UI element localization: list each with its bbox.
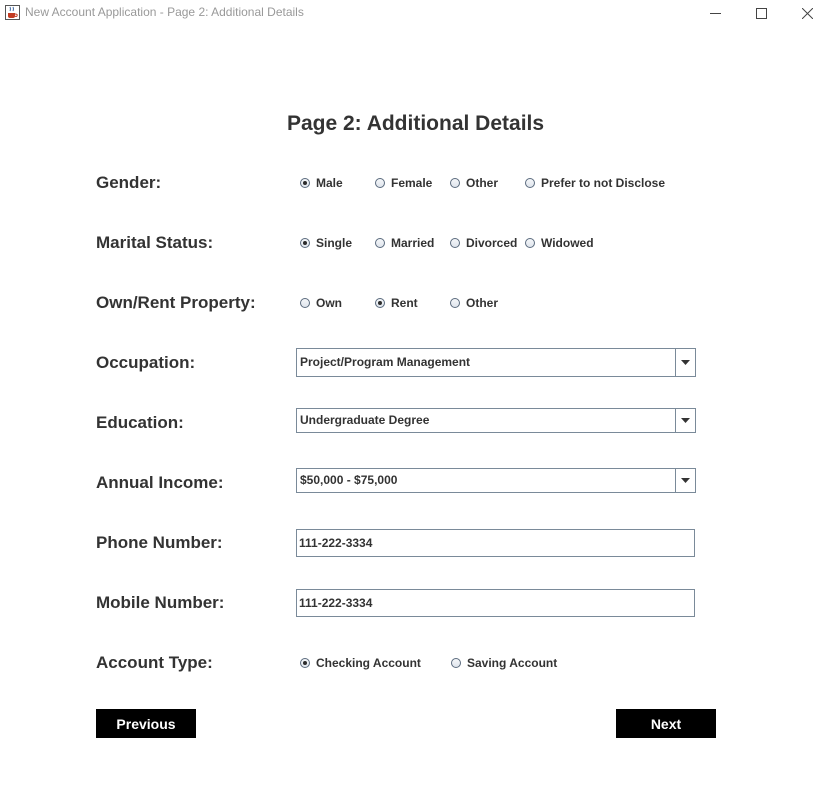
occupation-label: Occupation: [96,353,196,372]
radio-label: Other [466,176,499,190]
radio-label: Female [391,176,433,190]
education-label: Education: [96,413,184,432]
property-label: Own/Rent Property: [96,293,256,312]
radio-label: Other [466,296,499,310]
page-title: Page 2: Additional Details [286,112,545,135]
gender-radio-female[interactable] [375,176,432,190]
chevron-down-icon [681,478,690,483]
property-radio-own[interactable] [300,296,342,310]
close-icon [802,8,813,19]
minimize-icon [710,8,721,19]
previous-button[interactable]: Previous [96,709,196,738]
radio-selected-icon [300,178,310,188]
gender-radio-undisclosed[interactable] [525,176,665,190]
marital-status-label: Marital Status: [96,233,214,252]
account-type-label: Account Type: [96,653,213,672]
title-bar [0,0,829,26]
radio-label: Prefer to not Disclose [541,176,666,190]
maximize-button[interactable] [738,0,784,26]
marital-radio-widowed[interactable] [525,236,594,250]
window-title: New Account Application - Page 2: Additional Details [25,5,304,19]
gender-label: Gender: [96,173,162,192]
radio-label: Married [391,236,435,250]
education-dropdown[interactable] [296,408,696,433]
mobile-number-field[interactable] [296,589,695,617]
java-cup-icon [5,5,20,20]
occupation-selected-value: Project/Program Management [300,355,471,369]
radio-icon [525,178,535,188]
radio-selected-icon [375,298,385,308]
phone-number-field[interactable] [296,529,695,557]
income-dropdown[interactable] [296,468,696,493]
gender-radio-other[interactable] [450,176,498,190]
minimize-button[interactable] [692,0,738,26]
radio-icon [450,238,460,248]
mobile-label: Mobile Number: [96,593,225,612]
gender-radio-male[interactable] [300,176,343,190]
income-selected-value: $50,000 - $75,000 [300,473,398,487]
marital-radio-divorced[interactable] [450,236,517,250]
radio-icon [375,238,385,248]
dropdown-arrow-button[interactable] [675,469,695,492]
radio-icon [450,298,460,308]
radio-label: Widowed [541,236,594,250]
radio-label: Saving Account [467,656,558,670]
account-radio-saving[interactable] [451,656,557,670]
occupation-dropdown[interactable] [296,348,696,377]
income-label: Annual Income: [96,473,224,492]
radio-label: Own [316,296,342,310]
property-radio-other[interactable] [450,296,498,310]
radio-label: Male [316,176,343,190]
radio-label: Divorced [466,236,518,250]
account-radio-checking[interactable] [300,656,421,670]
chevron-down-icon [681,418,690,423]
property-radio-rent[interactable] [375,296,418,310]
radio-icon [375,178,385,188]
marital-radio-single[interactable] [300,236,352,250]
dropdown-arrow-button[interactable] [675,349,695,376]
radio-selected-icon [300,238,310,248]
radio-icon [300,298,310,308]
marital-radio-married[interactable] [375,236,434,250]
radio-icon [451,658,461,668]
radio-icon [525,238,535,248]
radio-label: Single [316,236,353,250]
next-button[interactable]: Next [616,709,716,738]
dropdown-arrow-button[interactable] [675,409,695,432]
radio-selected-icon [300,658,310,668]
chevron-down-icon [681,360,690,365]
close-button[interactable] [784,0,829,26]
radio-icon [450,178,460,188]
radio-label: Checking Account [316,656,421,670]
maximize-icon [756,8,767,19]
education-selected-value: Undergraduate Degree [300,413,430,427]
phone-label: Phone Number: [96,533,223,552]
radio-label: Rent [391,296,418,310]
